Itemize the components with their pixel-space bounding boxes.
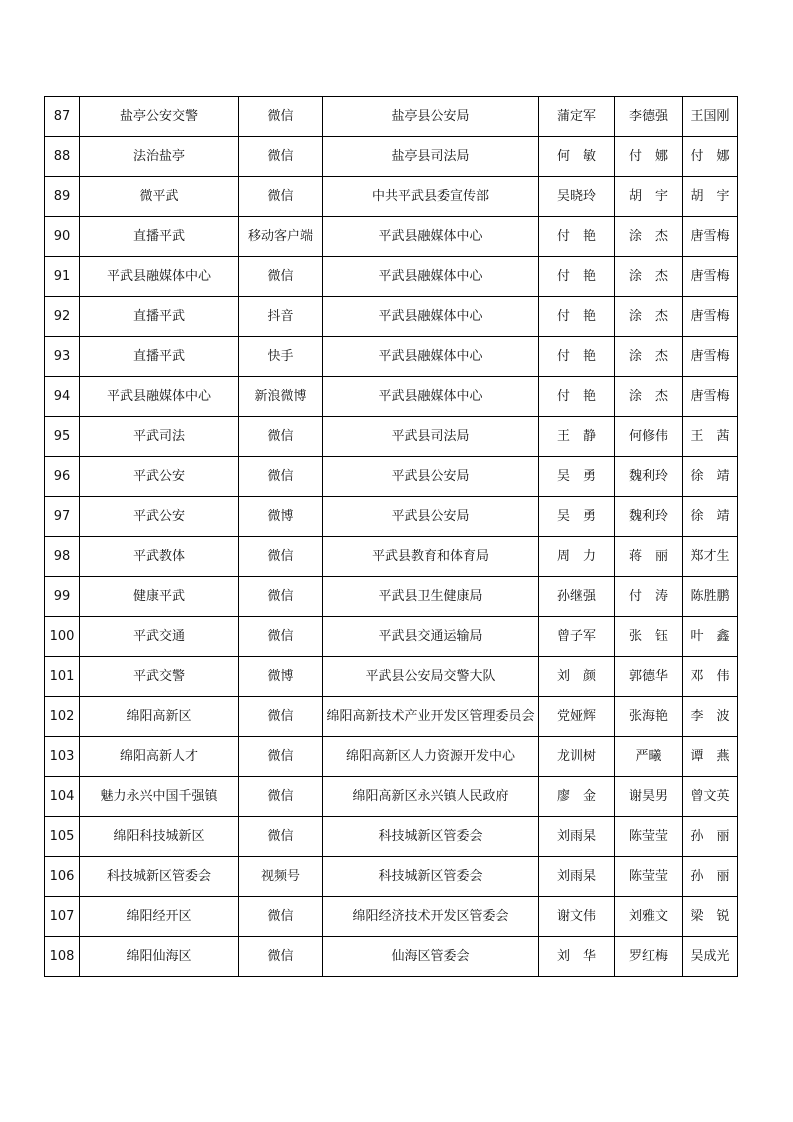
cell-leader: 廖 金	[539, 777, 615, 817]
cell-editor: 唐雪梅	[683, 217, 738, 257]
cell-index: 92	[45, 297, 80, 337]
cell-leader: 刘雨杲	[539, 857, 615, 897]
table-row	[45, 937, 738, 977]
table-row	[45, 657, 738, 697]
cell-index: 100	[45, 617, 80, 657]
cell-leader: 党娅辉	[539, 697, 615, 737]
cell-index: 93	[45, 337, 80, 377]
cell-account-name: 魅力永兴中国千强镇	[80, 777, 239, 817]
cell-platform: 微信	[239, 97, 323, 137]
cell-platform: 微信	[239, 777, 323, 817]
cell-platform: 抖音	[239, 297, 323, 337]
cell-reviewer: 张 钰	[615, 617, 683, 657]
table-row	[45, 697, 738, 737]
cell-leader: 蒲定军	[539, 97, 615, 137]
table-row	[45, 297, 738, 337]
cell-leader: 王 静	[539, 417, 615, 457]
cell-organization: 绵阳高新技术产业开发区管理委员会	[323, 697, 539, 737]
cell-reviewer: 刘雅文	[615, 897, 683, 937]
cell-account-name: 微平武	[80, 177, 239, 217]
table-row	[45, 137, 738, 177]
cell-account-name: 平武交警	[80, 657, 239, 697]
cell-organization: 平武县公安局	[323, 457, 539, 497]
table-row	[45, 857, 738, 897]
cell-organization: 平武县司法局	[323, 417, 539, 457]
cell-index: 107	[45, 897, 80, 937]
cell-organization: 平武县教育和体育局	[323, 537, 539, 577]
table-row	[45, 457, 738, 497]
cell-organization: 绵阳经济技术开发区管委会	[323, 897, 539, 937]
cell-index: 87	[45, 97, 80, 137]
cell-reviewer: 严曦	[615, 737, 683, 777]
table-row	[45, 897, 738, 937]
table-row	[45, 257, 738, 297]
cell-platform: 微信	[239, 817, 323, 857]
cell-account-name: 绵阳高新区	[80, 697, 239, 737]
cell-editor: 李 波	[683, 697, 738, 737]
cell-platform: 新浪微博	[239, 377, 323, 417]
cell-leader: 曾子军	[539, 617, 615, 657]
account-table	[44, 96, 738, 977]
cell-reviewer: 魏利玲	[615, 497, 683, 537]
cell-account-name: 直播平武	[80, 337, 239, 377]
cell-index: 97	[45, 497, 80, 537]
cell-platform: 微信	[239, 537, 323, 577]
cell-organization: 盐亭县公安局	[323, 97, 539, 137]
cell-platform: 微信	[239, 897, 323, 937]
cell-account-name: 绵阳高新人才	[80, 737, 239, 777]
cell-organization: 平武县融媒体中心	[323, 377, 539, 417]
cell-organization: 绵阳高新区永兴镇人民政府	[323, 777, 539, 817]
cell-reviewer: 陈莹莹	[615, 857, 683, 897]
cell-account-name: 平武公安	[80, 457, 239, 497]
cell-editor: 叶 鑫	[683, 617, 738, 657]
cell-reviewer: 李德强	[615, 97, 683, 137]
table-body	[45, 97, 738, 977]
table-row	[45, 177, 738, 217]
cell-index: 101	[45, 657, 80, 697]
cell-platform: 微信	[239, 737, 323, 777]
table-row	[45, 817, 738, 857]
cell-reviewer: 涂 杰	[615, 257, 683, 297]
table-row	[45, 777, 738, 817]
cell-leader: 刘 华	[539, 937, 615, 977]
cell-organization: 仙海区管委会	[323, 937, 539, 977]
cell-reviewer: 涂 杰	[615, 337, 683, 377]
cell-organization: 平武县融媒体中心	[323, 257, 539, 297]
cell-reviewer: 付 涛	[615, 577, 683, 617]
cell-account-name: 平武县融媒体中心	[80, 257, 239, 297]
cell-reviewer: 胡 宇	[615, 177, 683, 217]
cell-editor: 王 茜	[683, 417, 738, 457]
cell-index: 104	[45, 777, 80, 817]
cell-organization: 平武县融媒体中心	[323, 217, 539, 257]
cell-platform: 微信	[239, 257, 323, 297]
cell-platform: 微博	[239, 657, 323, 697]
cell-platform: 微信	[239, 137, 323, 177]
cell-organization: 平武县交通运输局	[323, 617, 539, 657]
cell-account-name: 绵阳经开区	[80, 897, 239, 937]
cell-leader: 刘 颜	[539, 657, 615, 697]
cell-editor: 付 娜	[683, 137, 738, 177]
cell-index: 94	[45, 377, 80, 417]
cell-platform: 微信	[239, 417, 323, 457]
cell-leader: 孙继强	[539, 577, 615, 617]
cell-platform: 视频号	[239, 857, 323, 897]
cell-index: 106	[45, 857, 80, 897]
cell-organization: 科技城新区管委会	[323, 817, 539, 857]
cell-index: 102	[45, 697, 80, 737]
cell-leader: 刘雨杲	[539, 817, 615, 857]
cell-organization: 科技城新区管委会	[323, 857, 539, 897]
cell-leader: 谢文伟	[539, 897, 615, 937]
cell-organization: 平武县卫生健康局	[323, 577, 539, 617]
cell-leader: 何 敏	[539, 137, 615, 177]
cell-account-name: 盐亭公安交警	[80, 97, 239, 137]
cell-editor: 孙 丽	[683, 817, 738, 857]
cell-leader: 龙训树	[539, 737, 615, 777]
cell-reviewer: 涂 杰	[615, 297, 683, 337]
cell-editor: 吴成光	[683, 937, 738, 977]
cell-account-name: 平武县融媒体中心	[80, 377, 239, 417]
cell-editor: 谭 燕	[683, 737, 738, 777]
cell-account-name: 平武交通	[80, 617, 239, 657]
table-row	[45, 97, 738, 137]
cell-editor: 梁 锐	[683, 897, 738, 937]
cell-editor: 唐雪梅	[683, 377, 738, 417]
cell-organization: 平武县公安局	[323, 497, 539, 537]
cell-account-name: 平武司法	[80, 417, 239, 457]
cell-index: 99	[45, 577, 80, 617]
cell-editor: 唐雪梅	[683, 257, 738, 297]
cell-leader: 付 艳	[539, 337, 615, 377]
cell-platform: 微信	[239, 577, 323, 617]
cell-reviewer: 涂 杰	[615, 217, 683, 257]
cell-platform: 微信	[239, 457, 323, 497]
cell-account-name: 平武公安	[80, 497, 239, 537]
table-row	[45, 337, 738, 377]
cell-index: 89	[45, 177, 80, 217]
cell-platform: 微信	[239, 697, 323, 737]
cell-editor: 孙 丽	[683, 857, 738, 897]
cell-platform: 移动客户端	[239, 217, 323, 257]
cell-reviewer: 张海艳	[615, 697, 683, 737]
cell-index: 88	[45, 137, 80, 177]
cell-reviewer: 谢昊男	[615, 777, 683, 817]
cell-reviewer: 蒋 丽	[615, 537, 683, 577]
cell-account-name: 科技城新区管委会	[80, 857, 239, 897]
cell-index: 96	[45, 457, 80, 497]
cell-leader: 周 力	[539, 537, 615, 577]
cell-platform: 快手	[239, 337, 323, 377]
cell-organization: 平武县公安局交警大队	[323, 657, 539, 697]
cell-reviewer: 陈莹莹	[615, 817, 683, 857]
cell-index: 108	[45, 937, 80, 977]
cell-editor: 唐雪梅	[683, 297, 738, 337]
cell-editor: 徐 靖	[683, 497, 738, 537]
cell-leader: 付 艳	[539, 217, 615, 257]
table-row	[45, 617, 738, 657]
cell-index: 98	[45, 537, 80, 577]
cell-account-name: 绵阳科技城新区	[80, 817, 239, 857]
cell-editor: 陈胜鹏	[683, 577, 738, 617]
cell-organization: 平武县融媒体中心	[323, 297, 539, 337]
table-row	[45, 417, 738, 457]
cell-index: 95	[45, 417, 80, 457]
cell-editor: 王国刚	[683, 97, 738, 137]
cell-leader: 吴 勇	[539, 457, 615, 497]
cell-organization: 绵阳高新区人力资源开发中心	[323, 737, 539, 777]
cell-editor: 唐雪梅	[683, 337, 738, 377]
table-row	[45, 577, 738, 617]
table-row	[45, 217, 738, 257]
cell-reviewer: 郭德华	[615, 657, 683, 697]
cell-index: 91	[45, 257, 80, 297]
cell-index: 103	[45, 737, 80, 777]
cell-account-name: 直播平武	[80, 297, 239, 337]
table-row	[45, 377, 738, 417]
table-row	[45, 497, 738, 537]
cell-platform: 微信	[239, 177, 323, 217]
cell-leader: 付 艳	[539, 257, 615, 297]
table-row	[45, 737, 738, 777]
cell-organization: 平武县融媒体中心	[323, 337, 539, 377]
cell-leader: 付 艳	[539, 297, 615, 337]
cell-account-name: 法治盐亭	[80, 137, 239, 177]
cell-account-name: 平武教体	[80, 537, 239, 577]
cell-platform: 微信	[239, 617, 323, 657]
cell-reviewer: 付 娜	[615, 137, 683, 177]
cell-reviewer: 罗红梅	[615, 937, 683, 977]
cell-reviewer: 何修伟	[615, 417, 683, 457]
cell-leader: 吴 勇	[539, 497, 615, 537]
cell-index: 105	[45, 817, 80, 857]
cell-leader: 吴晓玲	[539, 177, 615, 217]
cell-organization: 盐亭县司法局	[323, 137, 539, 177]
table-row	[45, 537, 738, 577]
cell-editor: 郑才生	[683, 537, 738, 577]
cell-organization: 中共平武县委宣传部	[323, 177, 539, 217]
cell-editor: 邓 伟	[683, 657, 738, 697]
cell-account-name: 绵阳仙海区	[80, 937, 239, 977]
cell-reviewer: 魏利玲	[615, 457, 683, 497]
cell-reviewer: 涂 杰	[615, 377, 683, 417]
cell-index: 90	[45, 217, 80, 257]
cell-account-name: 健康平武	[80, 577, 239, 617]
cell-platform: 微博	[239, 497, 323, 537]
cell-editor: 曾文英	[683, 777, 738, 817]
cell-editor: 徐 靖	[683, 457, 738, 497]
cell-leader: 付 艳	[539, 377, 615, 417]
cell-account-name: 直播平武	[80, 217, 239, 257]
cell-platform: 微信	[239, 937, 323, 977]
cell-editor: 胡 宇	[683, 177, 738, 217]
